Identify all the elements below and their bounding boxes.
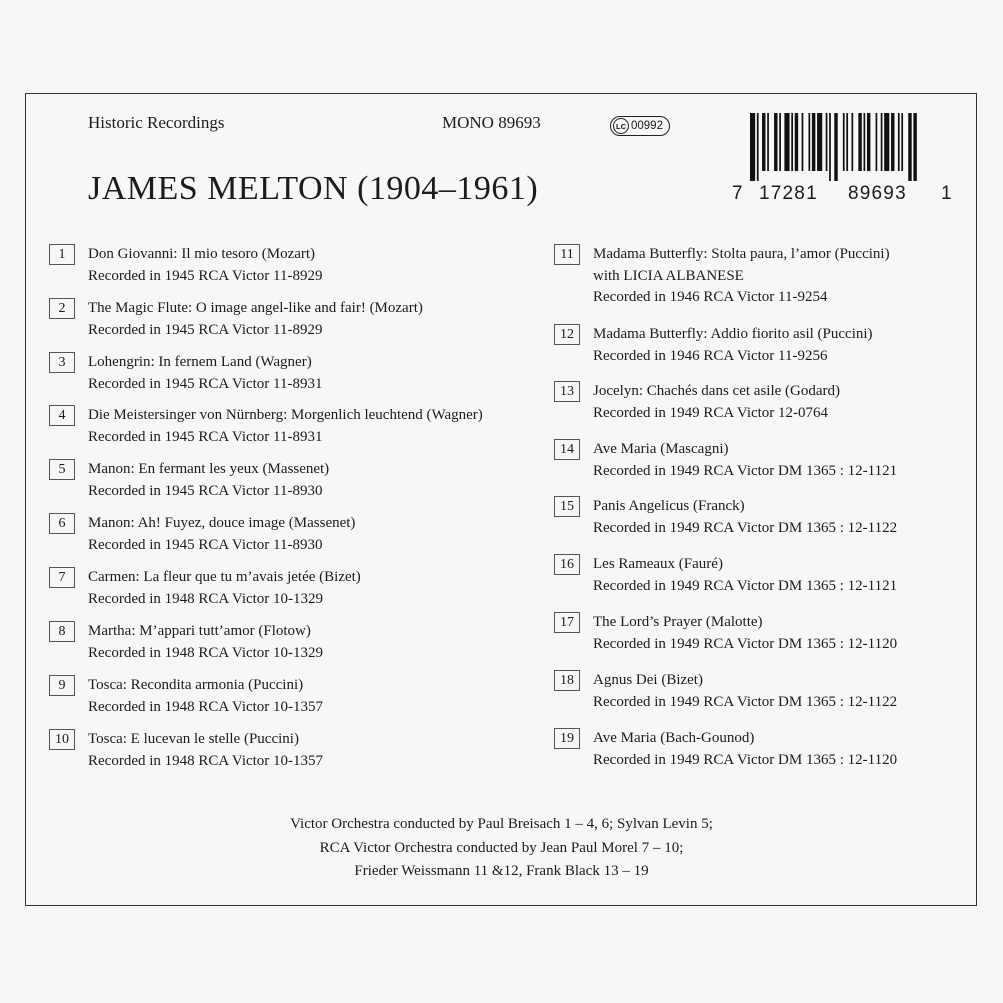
- track-title: Manon: Ah! Fuyez, douce image (Massenet): [88, 515, 356, 531]
- barcode-bar: [817, 113, 822, 171]
- track-title: Don Giovanni: Il mio tesoro (Mozart): [88, 246, 316, 262]
- track-recording: Recorded in 1949 RCA Victor DM 1365 : 12-1122: [593, 693, 898, 710]
- track-title: Ave Maria (Mascagni): [593, 441, 729, 457]
- catalog-number: MONO 89693: [442, 113, 541, 132]
- track-recording: Recorded in 1946 RCA Victor 11-9254: [593, 289, 828, 305]
- track-recording: Recorded in 1948 RCA Victor 10-1357: [88, 698, 324, 715]
- barcode-bar: [802, 113, 804, 171]
- track-number: 2: [49, 298, 75, 319]
- barcode-check-digit: 1: [941, 183, 952, 204]
- track-number: 16: [554, 554, 580, 575]
- track-title: Ave Maria (Bach-Gounod): [593, 730, 755, 746]
- barcode-bar: [901, 113, 903, 171]
- barcode-bar: [843, 113, 845, 171]
- lc-mark-icon: LC: [613, 118, 629, 134]
- track-title: Martha: M’appari tutt’amor (Flotow): [88, 623, 311, 639]
- barcode-bar: [774, 113, 777, 171]
- track-title: Carmen: La fleur que tu m’avais jetée (Bizet): [88, 569, 361, 585]
- track-recording: Recorded in 1946 RCA Victor 11-9256: [593, 347, 828, 364]
- barcode-bar: [858, 113, 861, 171]
- track-recording: Recorded in 1945 RCA Victor 11-8930: [88, 482, 323, 499]
- track-number: 3: [49, 352, 75, 373]
- barcode-bar: [908, 113, 911, 181]
- credits-line: Victor Orchestra conducted by Paul Breisach 1 – 4, 6; Sylvan Levin 5;: [290, 816, 713, 832]
- track-number: 15: [554, 496, 580, 517]
- barcode-bar: [846, 113, 848, 171]
- track-number: 5: [49, 459, 75, 480]
- barcode-bar: [812, 113, 815, 171]
- track-title: Les Rameaux (Fauré): [593, 556, 723, 572]
- track-number: 13: [554, 381, 580, 402]
- label-code-badge: [610, 116, 670, 136]
- track-recording: Recorded in 1945 RCA Victor 11-8929: [88, 267, 323, 284]
- barcode-bar: [851, 113, 853, 171]
- track-recording: Recorded in 1949 RCA Victor DM 1365 : 12-1120: [593, 635, 898, 652]
- track-number: 7: [49, 567, 75, 588]
- credits-line: RCA Victor Orchestra conducted by Jean Paul Morel 7 – 10;: [319, 839, 684, 856]
- barcode-bar: [881, 113, 883, 171]
- track-number: 6: [49, 513, 75, 534]
- track-number: 12: [554, 324, 580, 345]
- track-title: Jocelyn: Chachés dans cet asile (Godard): [593, 383, 840, 399]
- barcode-bar: [791, 113, 793, 171]
- barcode-bar: [891, 113, 894, 171]
- barcode-bar: [779, 113, 781, 171]
- track-title: Manon: En fermant les yeux (Massenet): [88, 461, 330, 477]
- track-recording: Recorded in 1949 RCA Victor DM 1365 : 12-1121: [593, 462, 898, 479]
- barcode-bar: [876, 113, 878, 171]
- track-title: Tosca: E lucevan le stelle (Puccini): [88, 731, 299, 747]
- orchestra-credits: [0, 813, 1003, 884]
- track-recording: Recorded in 1945 RCA Victor 11-8929: [88, 321, 323, 338]
- track-number: 8: [49, 621, 75, 642]
- barcode-bar: [829, 113, 831, 181]
- track-title: Tosca: Recondita armonia (Puccini): [88, 677, 304, 693]
- track-number: 1: [49, 244, 75, 265]
- track-recording: Recorded in 1949 RCA Victor DM 1365 : 12-1121: [593, 577, 898, 594]
- credits-line: Frieder Weissmann 11 &12, Frank Black 13 – 19: [354, 863, 649, 879]
- track-title: The Lord’s Prayer (Malotte): [593, 614, 763, 630]
- barcode-bar: [884, 113, 889, 171]
- track-recording: Recorded in 1949 RCA Victor DM 1365 : 12-1120: [593, 751, 898, 768]
- album-title: JAMES MELTON (1904–1961): [88, 170, 539, 207]
- barcode-bar: [762, 113, 765, 171]
- barcode-bar: [864, 113, 866, 171]
- track-recording: Recorded in 1949 RCA Victor DM 1365 : 12-1122: [593, 519, 898, 536]
- barcode-bar: [757, 113, 759, 181]
- track-featuring: with LICIA ALBANESE: [593, 267, 744, 284]
- track-title: Panis Angelicus (Franck): [593, 498, 745, 514]
- track-number: 10: [49, 729, 75, 750]
- track-title: Madama Butterfly: Addio fiorito asil (Puccini): [593, 326, 873, 342]
- barcode-bar: [867, 113, 870, 171]
- barcode-bar: [750, 113, 755, 181]
- track-recording: Recorded in 1948 RCA Victor 10-1329: [88, 590, 324, 607]
- track-number: 14: [554, 439, 580, 460]
- track-recording: Recorded in 1945 RCA Victor 11-8931: [88, 428, 323, 445]
- barcode-bar: [767, 113, 769, 171]
- track-number: 18: [554, 670, 580, 691]
- barcode-bar: [898, 113, 900, 171]
- track-title: Madama Butterfly: Stolta paura, l’amor (Puccini): [593, 246, 890, 262]
- track-title: Lohengrin: In fernem Land (Wagner): [88, 354, 312, 370]
- barcode-bar: [826, 113, 828, 171]
- track-number: 19: [554, 728, 580, 749]
- track-number: 4: [49, 405, 75, 426]
- series-label: Historic Recordings: [88, 113, 225, 132]
- track-recording: Recorded in 1948 RCA Victor 10-1357: [88, 752, 324, 769]
- barcode-right-digits: 89693: [848, 183, 907, 204]
- barcode-bar: [913, 113, 916, 181]
- track-title: The Magic Flute: O image angel-like and fair! (Mozart): [88, 300, 423, 316]
- track-recording: Recorded in 1945 RCA Victor 11-8930: [88, 536, 323, 553]
- barcode-bar: [834, 113, 837, 181]
- barcode-icon: [732, 113, 942, 181]
- barcode-bar: [795, 113, 798, 171]
- label-code: 00992: [631, 120, 663, 132]
- barcode-bar: [784, 113, 789, 171]
- track-number: 17: [554, 612, 580, 633]
- track-number: 11: [554, 244, 580, 265]
- track-recording: Recorded in 1948 RCA Victor 10-1329: [88, 644, 324, 661]
- track-recording: Recorded in 1945 RCA Victor 11-8931: [88, 375, 323, 392]
- barcode-first-digit: 7: [732, 183, 743, 204]
- track-title: Die Meistersinger von Nürnberg: Morgenlich leuchtend (Wagner): [88, 407, 483, 423]
- track-recording: Recorded in 1949 RCA Victor 12-0764: [593, 404, 829, 421]
- barcode-bar: [808, 113, 810, 171]
- barcode-left-digits: 17281: [759, 183, 818, 204]
- track-number: 9: [49, 675, 75, 696]
- track-title: Agnus Dei (Bizet): [593, 672, 703, 688]
